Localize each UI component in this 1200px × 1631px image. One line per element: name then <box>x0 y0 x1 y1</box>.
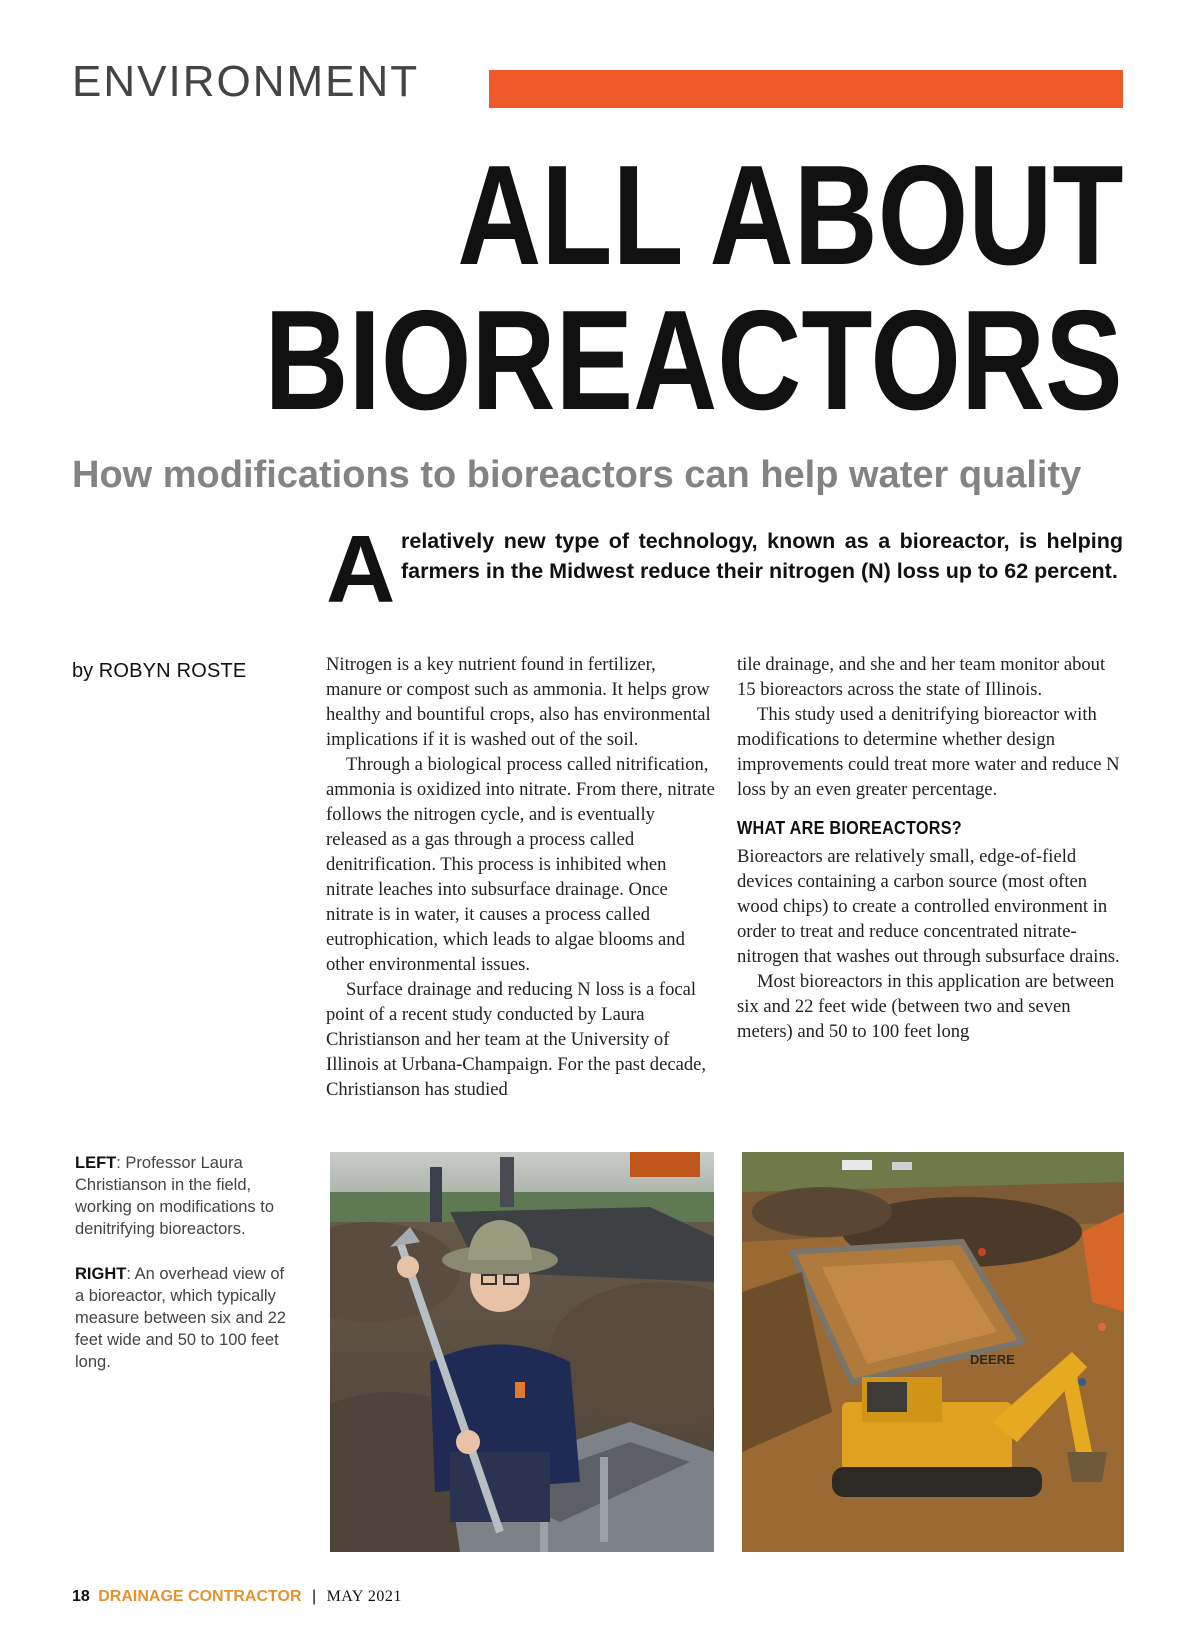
body-paragraph: This study used a denitrifying bioreactor with modifications to determine whether design improvements could treat more water and reduce N loss by an even greater percentage. <box>737 704 1120 800</box>
section-subhead: WHAT ARE BIOREACTORS? <box>737 818 962 838</box>
photo-researcher-in-field <box>330 1152 714 1552</box>
caption-label: RIGHT <box>75 1265 127 1283</box>
photo-caption-right: RIGHT: An overhead view of a bioreactor, which typically measure between six and 22 feet wide and 50 to 100 feet long. <box>75 1265 286 1371</box>
issue-date: MAY 2021 <box>326 1588 402 1605</box>
photo-caption-left: LEFT: Professor Laura Christianson in the field, working on modifications to denitrifying bioreactors. <box>75 1154 275 1238</box>
section-accent-bar <box>489 70 1123 108</box>
body-paragraph: Most bioreactors in this application are between six and 22 feet wide (between two and seven meters) and 50 to 100 feet long <box>737 971 1115 1042</box>
magazine-name: DRAINAGE CONTRACTOR <box>98 1588 302 1605</box>
caption-label: LEFT <box>75 1154 117 1172</box>
byline-author: ROBYN ROSTE <box>98 660 247 682</box>
page-footer <box>72 1588 402 1606</box>
headline-line-1: ALL ABOUT <box>456 136 1123 295</box>
byline <box>72 660 246 683</box>
lead-paragraph: relatively new type of technology, known as a bioreactor, is helping farmers in the Midwest reduce their nitrogen (N) loss up to 62 percent. <box>401 529 1123 583</box>
subtitle: How modifications to bioreactors can help water quality <box>72 454 1082 496</box>
body-paragraph: Nitrogen is a key nutrient found in fertilizer, manure or compost such as ammonia. It helps grow healthy and bountiful crops, also has environmental implications if it is washed out of the soil. <box>326 654 711 750</box>
caption-text: An overhead view of a bioreactor, which typically measure between six and 22 feet wide and 50 to 100 feet long. <box>75 1265 286 1371</box>
body-paragraph: Bioreactors are relatively small, edge-of-field devices containing a carbon source (most often wood chips) to create a controlled environment in order to treat and reduce concentrated nitrate-nitrogen that washes out through subsurface drains. <box>737 846 1120 967</box>
byline-prefix: by <box>72 660 94 682</box>
body-paragraph: Surface drainage and reducing N loss is a focal point of a recent study conducted by Laura Christianson and her team at the University of Illinois at Urbana-Champaign. For the past decade, Christianson has studied <box>326 979 707 1100</box>
excavator-brand-text: DEERE <box>970 1352 1015 1367</box>
body-paragraph: Through a biological process called nitrification, ammonia is oxidized into nitrate. From there, nitrate follows the nitrogen cycle, and is eventually released as a gas through a process called denitrification. This process is inhibited when nitrate leaches into subsurface drainage. Once nitrate is in water, it causes a process called eutrophication, which leads to algae blooms and other environmental issues. <box>326 754 715 975</box>
caption-text: Professor Laura Christianson in the field, working on modifications to denitrifying bioreactors. <box>75 1154 275 1238</box>
footer-separator: | <box>311 1588 317 1605</box>
headline-line-2: BIOREACTORS <box>264 281 1123 440</box>
body-paragraph: tile drainage, and she and her team monitor about 15 bioreactors across the state of Illinois. <box>737 654 1106 700</box>
article-column-2 <box>737 652 1123 1044</box>
page-number: 18 <box>72 1588 90 1605</box>
drop-cap: A <box>326 516 396 623</box>
section-label: ENVIRONMENT <box>72 57 420 106</box>
article-column-1 <box>326 652 716 1102</box>
photo-overhead-bioreactor <box>742 1152 1124 1552</box>
